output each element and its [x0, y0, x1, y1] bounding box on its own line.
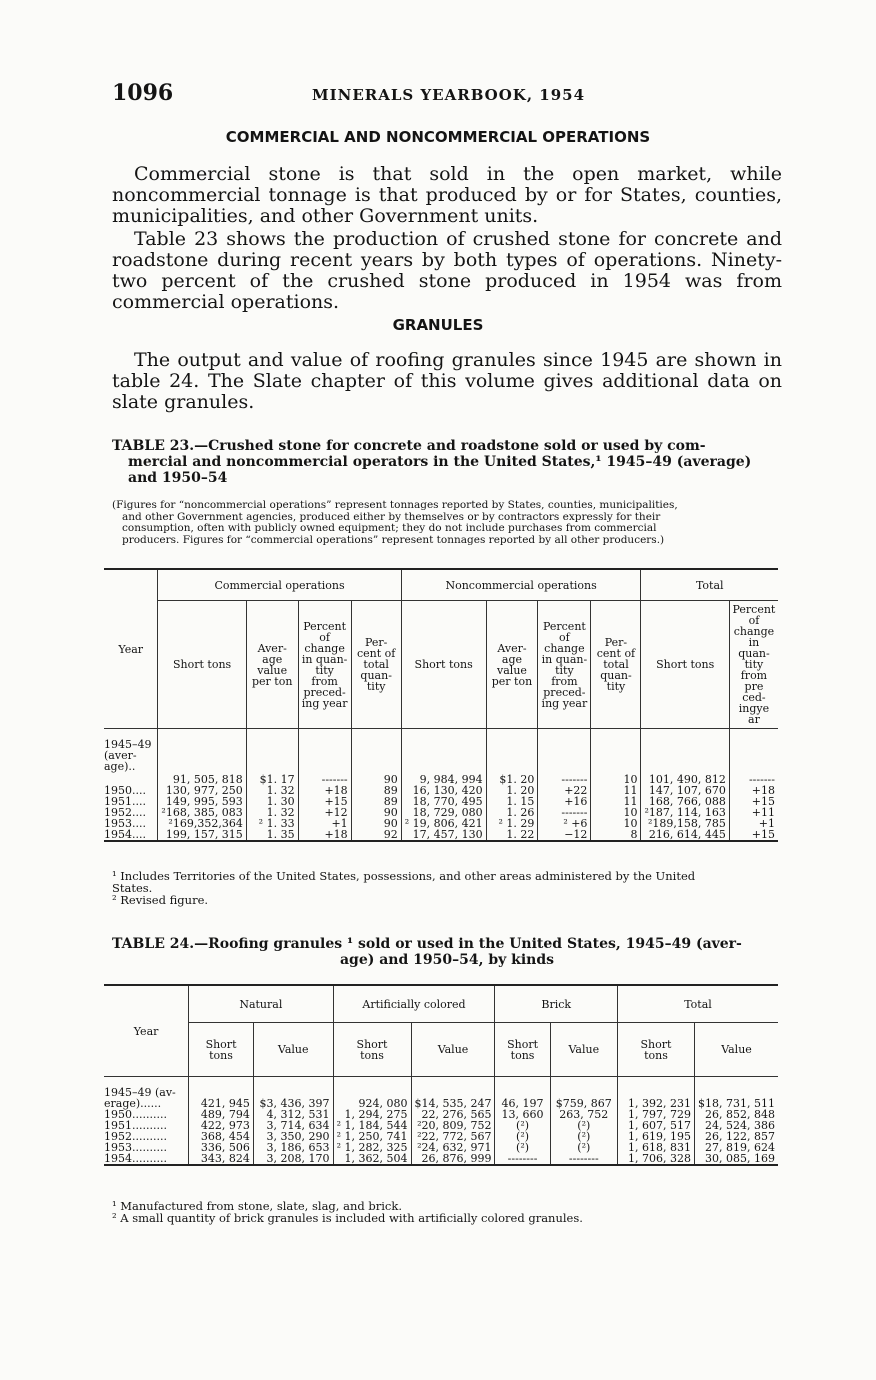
table-row: [104, 785, 778, 796]
t24-group-brick: Brick: [495, 985, 618, 1023]
noncommercial-change-cell: -------: [538, 729, 591, 785]
commercial-change-cell: +1: [298, 818, 351, 829]
brick-tons-cell: 13, 660: [495, 1109, 550, 1120]
t24-group-natural: Natural: [189, 985, 333, 1023]
noncommercial-tons-cell: ² 19, 806, 421: [401, 818, 486, 829]
noncommercial-tons-cell: 17, 457, 130: [401, 829, 486, 841]
noncommercial-value-cell: 1. 15: [486, 796, 538, 807]
total-tons-cell: 147, 107, 670: [641, 785, 729, 796]
brick-value-cell: 263, 752: [550, 1109, 617, 1120]
row-year: 1951....: [104, 794, 146, 808]
commercial-pct-cell: 89: [351, 785, 401, 796]
noncommercial-tons-cell: 18, 729, 080: [401, 807, 486, 818]
artificial-tons-cell: 924, 080: [333, 1077, 411, 1110]
t23-header-n-pct-change: Percent of change in quan- tity from preced- ing year: [538, 601, 591, 729]
commercial-pct-cell: 89: [351, 796, 401, 807]
noncommercial-tons-cell: 18, 770, 495: [401, 796, 486, 807]
table24-caption: TABLE 24.—Roofing granules ¹ sold or used in the United States, 1945–49 (aver- age) and 1950–54, by kinds: [112, 936, 742, 968]
row-year: 1951..........: [104, 1119, 167, 1132]
paragraph-granules: The output and value of roofing granules since 1945 are shown in table 24. The Slate chapter of this volume gives additional data on slate granules.: [112, 349, 782, 413]
table-row: [104, 796, 778, 807]
noncommercial-value-cell: $1. 20: [486, 729, 538, 785]
natural-tons-cell: 489, 794: [189, 1109, 254, 1120]
t23-group-total: Total: [641, 569, 778, 601]
t23-header-t-short-tons: Short tons: [641, 601, 729, 729]
artificial-value-cell: ²22, 772, 567: [411, 1131, 495, 1142]
total-value-cell: 24, 524, 386: [694, 1120, 778, 1131]
commercial-change-cell: +12: [298, 807, 351, 818]
commercial-change-cell: +15: [298, 796, 351, 807]
table24-footnotes: ¹ Manufactured from stone, slate, slag, and brick. ² A small quantity of brick granules is included with artificially colored granules.: [112, 1199, 583, 1225]
artificial-value-cell: 26, 876, 999: [411, 1153, 495, 1165]
row-year: 1950....: [104, 783, 146, 797]
noncommercial-change-cell: -------: [538, 807, 591, 818]
table23-caption: TABLE 23.—Crushed stone for concrete and roadstone sold or used by com- mercial and noncommercial operators in the United States,¹ 1945–49 (average) and 1950–54: [112, 438, 752, 486]
natural-value-cell: 3, 186, 653: [253, 1142, 333, 1153]
natural-value-cell: 3, 350, 290: [253, 1131, 333, 1142]
commercial-pct-cell: 90: [351, 729, 401, 785]
table23-footnotes: ¹ Includes Territories of the United States, possessions, and other areas administered by the United States. ² Revised figure.: [112, 869, 696, 907]
commercial-value-cell: 1. 32: [246, 785, 298, 796]
total-tons-cell: 1, 618, 831: [617, 1142, 694, 1153]
total-change-cell: +15: [729, 796, 778, 807]
brick-tons-cell: 46, 197: [495, 1077, 550, 1110]
total-tons-cell: 216, 614, 445: [641, 829, 729, 841]
table-row: [104, 729, 778, 785]
t24-header-nat-tons: Short tons: [189, 1023, 254, 1077]
noncommercial-value-cell: 1. 26: [486, 807, 538, 818]
brick-value-cell: (²): [550, 1131, 617, 1142]
brick-tons-cell: (²): [495, 1131, 550, 1142]
noncommercial-value-cell: ² 1. 29: [486, 818, 538, 829]
natural-value-cell: 3, 208, 170: [253, 1153, 333, 1165]
brick-value-cell: --------: [550, 1153, 617, 1165]
brick-tons-cell: --------: [495, 1153, 550, 1165]
t24-header-tot-value: Value: [694, 1023, 778, 1077]
total-change-cell: +18: [729, 785, 778, 796]
t24-group-artificial: Artificially colored: [333, 985, 495, 1023]
noncommercial-value-cell: 1. 22: [486, 829, 538, 841]
paragraph-commercial-2: Table 23 shows the production of crushed stone for concrete and roadstone during recent years by both types of operations. Ninety-two percent of the crushed stone produced in 1954 was from commercial operations.: [112, 228, 782, 313]
commercial-pct-cell: 92: [351, 829, 401, 841]
total-change-cell: -------: [729, 729, 778, 785]
t23-header-t-pct-change: Percent of change in quan- tity from pre ced- ingye ar: [729, 601, 778, 729]
commercial-tons-cell: 91, 505, 818: [158, 729, 246, 785]
table-row: [104, 807, 778, 818]
total-value-cell: 26, 122, 857: [694, 1131, 778, 1142]
commercial-tons-cell: 199, 157, 315: [158, 829, 246, 841]
t24-header-tot-tons: Short tons: [617, 1023, 694, 1077]
brick-tons-cell: (²): [495, 1142, 550, 1153]
natural-value-cell: 4, 312, 531: [253, 1109, 333, 1120]
noncommercial-change-cell: +16: [538, 796, 591, 807]
artificial-value-cell: ²20, 809, 752: [411, 1120, 495, 1131]
table23: [104, 568, 778, 842]
commercial-value-cell: 1. 30: [246, 796, 298, 807]
commercial-tons-cell: ²168, 385, 083: [158, 807, 246, 818]
t23-header-n-avg-value: Aver- age value per ton: [486, 601, 538, 729]
total-change-cell: +15: [729, 829, 778, 841]
t23-group-noncommercial: Noncommercial operations: [401, 569, 641, 601]
commercial-value-cell: 1. 35: [246, 829, 298, 841]
noncommercial-pct-cell: 10: [591, 818, 641, 829]
row-year: 1954..........: [104, 1152, 167, 1165]
table24: [104, 984, 778, 1166]
brick-tons-cell: (²): [495, 1120, 550, 1131]
commercial-pct-cell: 90: [351, 818, 401, 829]
t23-header-year: Year: [104, 569, 158, 729]
row-year: 1954....: [104, 827, 146, 841]
total-tons-cell: 101, 490, 812: [641, 729, 729, 785]
total-tons-cell: 168, 766, 088: [641, 796, 729, 807]
total-change-cell: +11: [729, 807, 778, 818]
artificial-tons-cell: ² 1, 184, 544: [333, 1120, 411, 1131]
artificial-tons-cell: ² 1, 282, 325: [333, 1142, 411, 1153]
natural-tons-cell: 422, 973: [189, 1120, 254, 1131]
t24-header-brk-value: Value: [550, 1023, 617, 1077]
total-tons-cell: 1, 607, 517: [617, 1120, 694, 1131]
natural-value-cell: 3, 714, 634: [253, 1120, 333, 1131]
artificial-tons-cell: 1, 294, 275: [333, 1109, 411, 1120]
artificial-value-cell: $14, 535, 247: [411, 1077, 495, 1110]
artificial-tons-cell: 1, 362, 504: [333, 1153, 411, 1165]
running-title: MINERALS YEARBOOK, 1954: [312, 86, 586, 104]
artificial-value-cell: ²24, 632, 971: [411, 1142, 495, 1153]
table23-headnote: (Figures for “noncommercial operations” represent tonnages reported by States, counties, municipalities, and other Government agencies, produced either by themselves or by contractors expressly for their consumption, often with publicly owned equipment; they do not include purchases from commercial producers. Figures for “commercial operations” represent tonnages reported by all other producers.): [112, 499, 678, 546]
total-tons-cell: 1, 797, 729: [617, 1109, 694, 1120]
noncommercial-change-cell: −12: [538, 829, 591, 841]
table-row: [104, 818, 778, 829]
natural-value-cell: $3, 436, 397: [253, 1077, 333, 1110]
total-tons-cell: ²189,158, 785: [641, 818, 729, 829]
total-tons-cell: 1, 392, 231: [617, 1077, 694, 1110]
t24-header-art-value: Value: [411, 1023, 495, 1077]
commercial-value-cell: $1. 17: [246, 729, 298, 785]
t24-header-year: Year: [104, 985, 189, 1077]
total-value-cell: 30, 085, 169: [694, 1153, 778, 1165]
brick-value-cell: (²): [550, 1120, 617, 1131]
total-change-cell: +1: [729, 818, 778, 829]
brick-value-cell: (²): [550, 1142, 617, 1153]
t24-group-total: Total: [617, 985, 778, 1023]
paragraph-commercial-1: Commercial stone is that sold in the open market, while noncommercial tonnage is that produced by or for States, counties, municipalities, and other Government units.: [112, 163, 782, 227]
noncommercial-change-cell: +22: [538, 785, 591, 796]
noncommercial-tons-cell: 9, 984, 994: [401, 729, 486, 785]
commercial-change-cell: -------: [298, 729, 351, 785]
total-value-cell: 26, 852, 848: [694, 1109, 778, 1120]
t23-header-c-pct-total: Per- cent of total quan- tity: [351, 601, 401, 729]
noncommercial-change-cell: ² +6: [538, 818, 591, 829]
t23-group-commercial: Commercial operations: [158, 569, 401, 601]
total-value-cell: 27, 819, 624: [694, 1142, 778, 1153]
page-number: 1096: [112, 80, 174, 106]
total-tons-cell: 1, 706, 328: [617, 1153, 694, 1165]
t23-header-n-short-tons: Short tons: [401, 601, 486, 729]
natural-tons-cell: 421, 945: [189, 1077, 254, 1110]
table-row: [104, 1077, 778, 1110]
t24-header-nat-value: Value: [253, 1023, 333, 1077]
t23-header-c-avg-value: Aver- age value per ton: [246, 601, 298, 729]
row-year: 1953....: [104, 816, 146, 830]
table-row: [104, 1153, 778, 1165]
noncommercial-pct-cell: 10: [591, 807, 641, 818]
artificial-tons-cell: ² 1, 250, 741: [333, 1131, 411, 1142]
noncommercial-pct-cell: 11: [591, 785, 641, 796]
commercial-change-cell: +18: [298, 829, 351, 841]
table-row: [104, 829, 778, 841]
commercial-tons-cell: 149, 995, 593: [158, 796, 246, 807]
natural-tons-cell: 343, 824: [189, 1153, 254, 1165]
commercial-value-cell: ² 1. 33: [246, 818, 298, 829]
section-heading-commercial: COMMERCIAL AND NONCOMMERCIAL OPERATIONS: [225, 128, 651, 146]
natural-tons-cell: 336, 506: [189, 1142, 254, 1153]
commercial-tons-cell: ²169,352,364: [158, 818, 246, 829]
t23-header-c-short-tons: Short tons: [158, 601, 246, 729]
row-year: 1952....: [104, 805, 146, 819]
artificial-value-cell: 22, 276, 565: [411, 1109, 495, 1120]
row-year: 1950..........: [104, 1108, 167, 1121]
commercial-tons-cell: 130, 977, 250: [158, 785, 246, 796]
total-tons-cell: ²187, 114, 163: [641, 807, 729, 818]
section-heading-granules: GRANULES: [392, 316, 484, 334]
t24-header-brk-tons: Short tons: [495, 1023, 550, 1077]
total-tons-cell: 1, 619, 195: [617, 1131, 694, 1142]
noncommercial-pct-cell: 8: [591, 829, 641, 841]
commercial-value-cell: 1. 32: [246, 807, 298, 818]
row-year: 1953..........: [104, 1141, 167, 1154]
noncommercial-value-cell: 1. 20: [486, 785, 538, 796]
natural-tons-cell: 368, 454: [189, 1131, 254, 1142]
noncommercial-pct-cell: 10: [591, 729, 641, 785]
t23-header-c-pct-change: Percent of change in quan- tity from preced- ing year: [298, 601, 351, 729]
row-year: 1952..........: [104, 1130, 167, 1143]
row-year: 1945–49 (aver- age)..: [104, 738, 152, 773]
commercial-pct-cell: 90: [351, 807, 401, 818]
noncommercial-tons-cell: 16, 130, 420: [401, 785, 486, 796]
row-year: 1945–49 (av- erage)......: [104, 1086, 176, 1110]
brick-value-cell: $759, 867: [550, 1077, 617, 1110]
commercial-change-cell: +18: [298, 785, 351, 796]
noncommercial-pct-cell: 11: [591, 796, 641, 807]
total-value-cell: $18, 731, 511: [694, 1077, 778, 1110]
t23-header-n-pct-total: Per- cent of total quan- tity: [591, 601, 641, 729]
t24-header-art-tons: Short tons: [333, 1023, 411, 1077]
